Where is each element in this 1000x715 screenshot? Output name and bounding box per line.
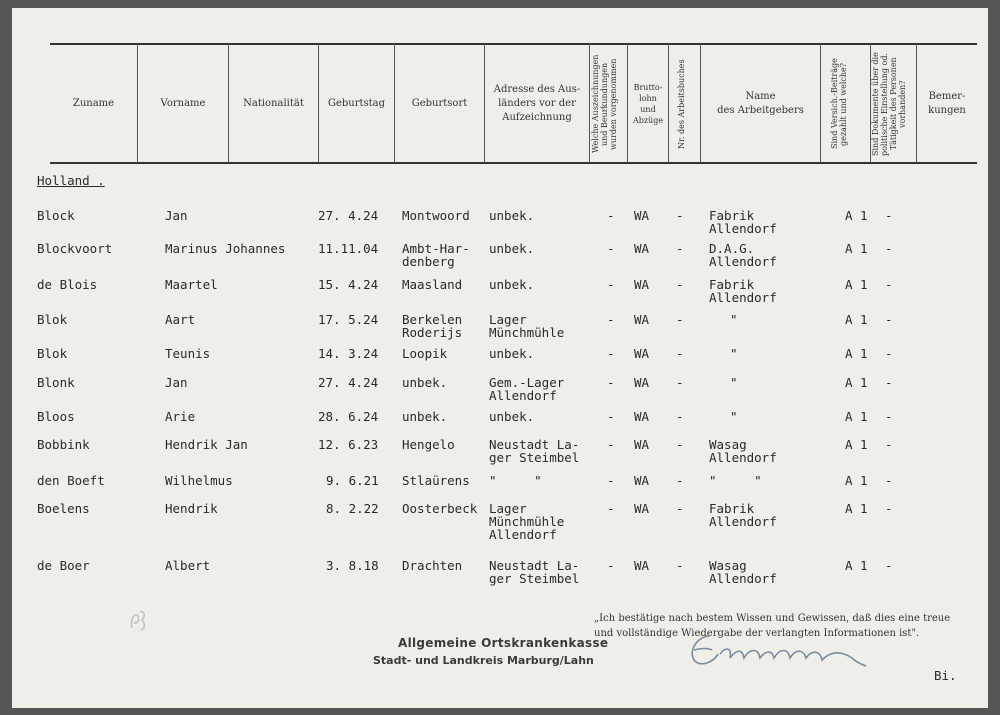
cell-lohn: WA [634,473,650,488]
cell-zuname: de Boer [37,558,90,573]
cell-adresse: unbek. [489,277,535,292]
cell-versicherung: A 1 [845,346,868,361]
header-nationalitaet: Nationalität [243,97,304,109]
header-adresse: Adresse des Aus- länders vor der Aufzeichnung [493,83,581,123]
cell-auszeichnung: - [607,473,615,488]
pencil-mark [128,606,150,634]
cell-arbeitsbuch: - [676,558,684,573]
header-arbeitgeber: Name des Arbeitgebers [717,90,804,116]
cell-auszeichnung: - [607,437,615,452]
cell-lohn: WA [634,277,650,292]
cell-zuname: den Boeft [37,473,105,488]
header-zuname: Zuname [72,97,115,109]
cell-auszeichnung: - [607,375,615,390]
cell-vorname: Wilhelmus [165,473,233,488]
cell-dokumente: - [885,346,893,361]
cell-versicherung: A 1 [845,501,868,516]
cell-dokumente: - [885,312,893,327]
cell-adresse: unbek. [489,346,535,361]
cell-vorname: Jan [165,208,188,223]
cell-arbeitgeber: " " [709,473,762,488]
cell-lohn: WA [634,241,650,256]
cell-geburtsort: Drachten [402,558,463,573]
cell-versicherung: A 1 [845,437,868,452]
cell-adresse: Gem.-Lager Allendorf [489,375,565,403]
cell-geburtstag: 14. 3.24 [318,346,379,361]
cell-adresse: unbek. [489,241,535,256]
cell-arbeitsbuch: - [676,437,684,452]
cell-vorname: Marinus Johannes [165,241,286,256]
cell-vorname: Teunis [165,346,211,361]
cell-auszeichnung: - [607,241,615,256]
cell-auszeichnung: - [607,208,615,223]
cell-geburtsort: Maasland [402,277,463,292]
cell-adresse: " " [489,473,542,488]
cell-geburtstag: 15. 4.24 [318,277,379,292]
cell-versicherung: A 1 [845,208,868,223]
cell-geburtsort: Ambt-Har- denberg [402,241,470,269]
column-divider [668,44,669,163]
header-bruttolohn: Brutto- lohn und Abzüge [632,82,664,125]
cell-arbeitgeber: " [730,346,738,361]
cell-geburtstag: 9. 6.21 [326,473,379,488]
cell-zuname: Boelens [37,501,90,516]
cell-zuname: Blok [37,312,68,327]
cell-geburtsort: Oosterbeck [402,501,478,516]
cell-adresse: Lager Münchmühle [489,312,565,340]
cell-geburtsort: Berkelen Roderijs [402,312,463,340]
cell-arbeitsbuch: - [676,501,684,516]
header-versicherungsbeitraege: Sind Versich.-Beiträge gezahlt und welche? [830,58,848,150]
cell-geburtsort: Hengelo [402,437,455,452]
cell-arbeitsbuch: - [676,241,684,256]
cell-arbeitsbuch: - [676,208,684,223]
cell-dokumente: - [885,437,893,452]
header-auszeichnungen: Welche Auszeichnungen und Beurkundungen wurden vorgenommen [591,54,618,154]
cell-lohn: WA [634,501,650,516]
cell-auszeichnung: - [607,312,615,327]
cell-vorname: Hendrik [165,501,218,516]
cell-adresse: unbek. [489,208,535,223]
cell-geburtstag: 27. 4.24 [318,208,379,223]
cell-versicherung: A 1 [845,558,868,573]
cell-arbeitgeber: Fabrik Allendorf [709,208,777,236]
cell-arbeitgeber: " [730,312,738,327]
cell-zuname: Blockvoort [37,241,113,256]
cell-dokumente: - [885,241,893,256]
cell-geburtsort: unbek. [402,409,448,424]
cell-geburtstag: 8. 2.22 [326,501,379,516]
cell-geburtsort: unbek. [402,375,448,390]
cell-dokumente: - [885,208,893,223]
cell-arbeitsbuch: - [676,346,684,361]
cell-versicherung: A 1 [845,375,868,390]
cell-versicherung: A 1 [845,312,868,327]
stamp-line-2: Stadt- und Landkreis Marburg/Lahn [373,654,594,667]
cell-lohn: WA [634,375,650,390]
cell-auszeichnung: - [607,409,615,424]
cell-arbeitgeber: " [730,409,738,424]
cell-geburtsort: Loopik [402,346,448,361]
cell-versicherung: A 1 [845,473,868,488]
cell-auszeichnung: - [607,277,615,292]
cell-arbeitsbuch: - [676,277,684,292]
cell-arbeitgeber: D.A.G. Allendorf [709,241,777,269]
cell-zuname: Blonk [37,375,75,390]
cell-arbeitgeber: Wasag Allendorf [709,558,777,586]
cell-lohn: WA [634,208,650,223]
cell-auszeichnung: - [607,501,615,516]
cell-arbeitgeber: " [730,375,738,390]
cell-zuname: de Blois [37,277,98,292]
cell-vorname: Maartel [165,277,218,292]
cell-zuname: Block [37,208,75,223]
cell-arbeitsbuch: - [676,473,684,488]
cell-lohn: WA [634,437,650,452]
cell-lohn: WA [634,312,650,327]
certification-text: „Ich bestätige nach bestem Wissen und Gewissen, daß dies eine treue und vollständige Wiedergabe der verlangten Informationen ist". [594,613,951,639]
cell-dokumente: - [885,409,893,424]
cell-vorname: Hendrik Jan [165,437,248,452]
cell-arbeitgeber: Wasag Allendorf [709,437,777,465]
cell-geburtsort: Montwoord [402,208,470,223]
cell-vorname: Jan [165,375,188,390]
cell-versicherung: A 1 [845,241,868,256]
cell-lohn: WA [634,409,650,424]
cell-adresse: Lager Münchmühle Allendorf [489,501,565,542]
column-divider [589,44,590,163]
header-geburtsort: Geburtsort [411,97,468,109]
cell-geburtstag: 11.11.04 [318,241,379,256]
cell-geburtstag: 27. 4.24 [318,375,379,390]
cell-geburtstag: 28. 6.24 [318,409,379,424]
cell-adresse: Neustadt La- ger Steimbel [489,437,580,465]
cell-zuname: Bobbink [37,437,90,452]
cell-auszeichnung: - [607,558,615,573]
signature [680,628,880,673]
stamp-line-1: Allgemeine Ortskrankenkasse [398,636,609,650]
cell-geburtstag: 17. 5.24 [318,312,379,327]
cell-arbeitgeber: Fabrik Allendorf [709,501,777,529]
cell-geburtsort: Stlaürens [402,473,470,488]
cell-adresse: Neustadt La- ger Steimbel [489,558,580,586]
cell-zuname: Blok [37,346,68,361]
cell-arbeitsbuch: - [676,312,684,327]
cell-dokumente: - [885,375,893,390]
cell-versicherung: A 1 [845,409,868,424]
cell-dokumente: - [885,501,893,516]
cell-vorname: Arie [165,409,196,424]
cell-adresse: unbek. [489,409,535,424]
section-heading: Holland . [37,173,105,188]
cell-arbeitsbuch: - [676,409,684,424]
header-arbeitsbuch: Nr. des Arbeitsbuches [677,59,686,149]
cell-arbeitsbuch: - [676,375,684,390]
cell-vorname: Aart [165,312,196,327]
column-divider [820,44,821,163]
cell-zuname: Bloos [37,409,75,424]
cell-lohn: WA [634,346,650,361]
cell-dokumente: - [885,558,893,573]
cell-lohn: WA [634,558,650,573]
cell-geburtstag: 12. 6.23 [318,437,379,452]
marginal-note: Bi. [934,668,957,683]
cell-arbeitgeber: Fabrik Allendorf [709,277,777,305]
cell-dokumente: - [885,277,893,292]
cell-auszeichnung: - [607,346,615,361]
header-geburtstag: Geburtstag [327,97,386,109]
cell-dokumente: - [885,473,893,488]
header-dokumente: Sind Dokumente über die politische Einstellung od. Tätigkeit des Personen vorhanden? [871,52,907,156]
cell-versicherung: A 1 [845,277,868,292]
cell-vorname: Albert [165,558,211,573]
cell-geburtstag: 3. 8.18 [326,558,379,573]
header-bemerkungen: Bemer- kungen [928,90,966,116]
header-vorname: Vorname [160,97,206,109]
